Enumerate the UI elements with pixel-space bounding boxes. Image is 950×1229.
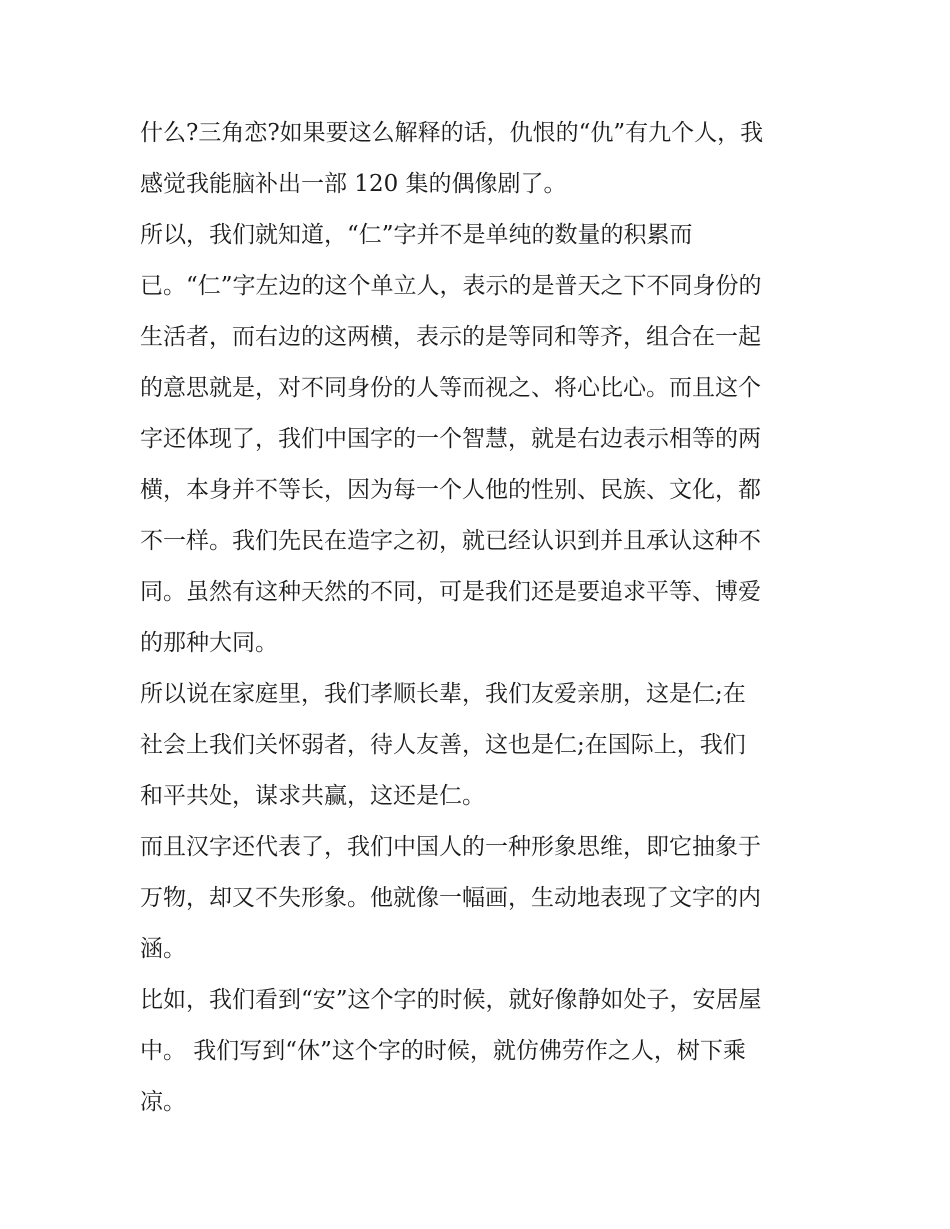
text-line-12: 所以说在家庭里，我们孝顺长辈，我们友爱亲朋，这是仁;在 — [140, 681, 746, 707]
text-line-14: 和平共处，谋求共赢，这还是仁。 — [140, 783, 485, 809]
text-line-18: 比如，我们看到“安”这个字的时候，就好像静如处子，安居屋 — [140, 987, 762, 1013]
text-line-20: 凉。 — [140, 1089, 186, 1115]
text-line-2: 感觉我能脑补出一部 120 集的偶像剧了。 — [140, 171, 567, 197]
text-line-7: 字还体现了，我们中国字的一个智慧，就是右边表示相等的两 — [140, 426, 761, 452]
text-line-10: 同。虽然有这种天然的不同，可是我们还是要追求平等、博爱 — [140, 579, 761, 605]
text-line-1: 什么?三角恋?如果要这么解释的话，仇恨的“仇”有九个人，我 — [140, 120, 764, 146]
text-line-15: 而且汉字还代表了，我们中国人的一种形象思维，即它抽象于 — [140, 834, 761, 860]
text-line-19: 中。 我们写到“休”这个字的时候，就仿佛劳作之人，树下乘 — [140, 1038, 746, 1064]
text-line-11: 的那种大同。 — [140, 630, 278, 656]
text-line-13: 社会上我们关怀弱者，待人友善，这也是仁;在国际上，我们 — [140, 732, 746, 758]
text-line-3: 所以，我们就知道，“仁”字并不是单纯的数量的积累而 — [140, 222, 693, 248]
text-line-17: 涵。 — [140, 936, 186, 962]
text-line-4: 已。“仁”字左边的这个单立人，表示的是普天之下不同身份的 — [140, 273, 762, 299]
text-line-16: 万物，却又不失形象。他就像一幅画，生动地表现了文字的内 — [140, 885, 761, 911]
text-line-9: 不一样。我们先民在造字之初，就已经认识到并且承认这种不 — [140, 528, 761, 554]
text-line-5: 生活者，而右边的这两横，表示的是等同和等齐，组合在一起 — [140, 324, 761, 350]
text-line-6: 的意思就是，对不同身份的人等而视之、将心比心。而且这个 — [140, 375, 761, 401]
body-text — [140, 108, 820, 1128]
text-line-8: 横，本身并不等长，因为每一个人他的性别、民族、文化，都 — [140, 477, 761, 503]
